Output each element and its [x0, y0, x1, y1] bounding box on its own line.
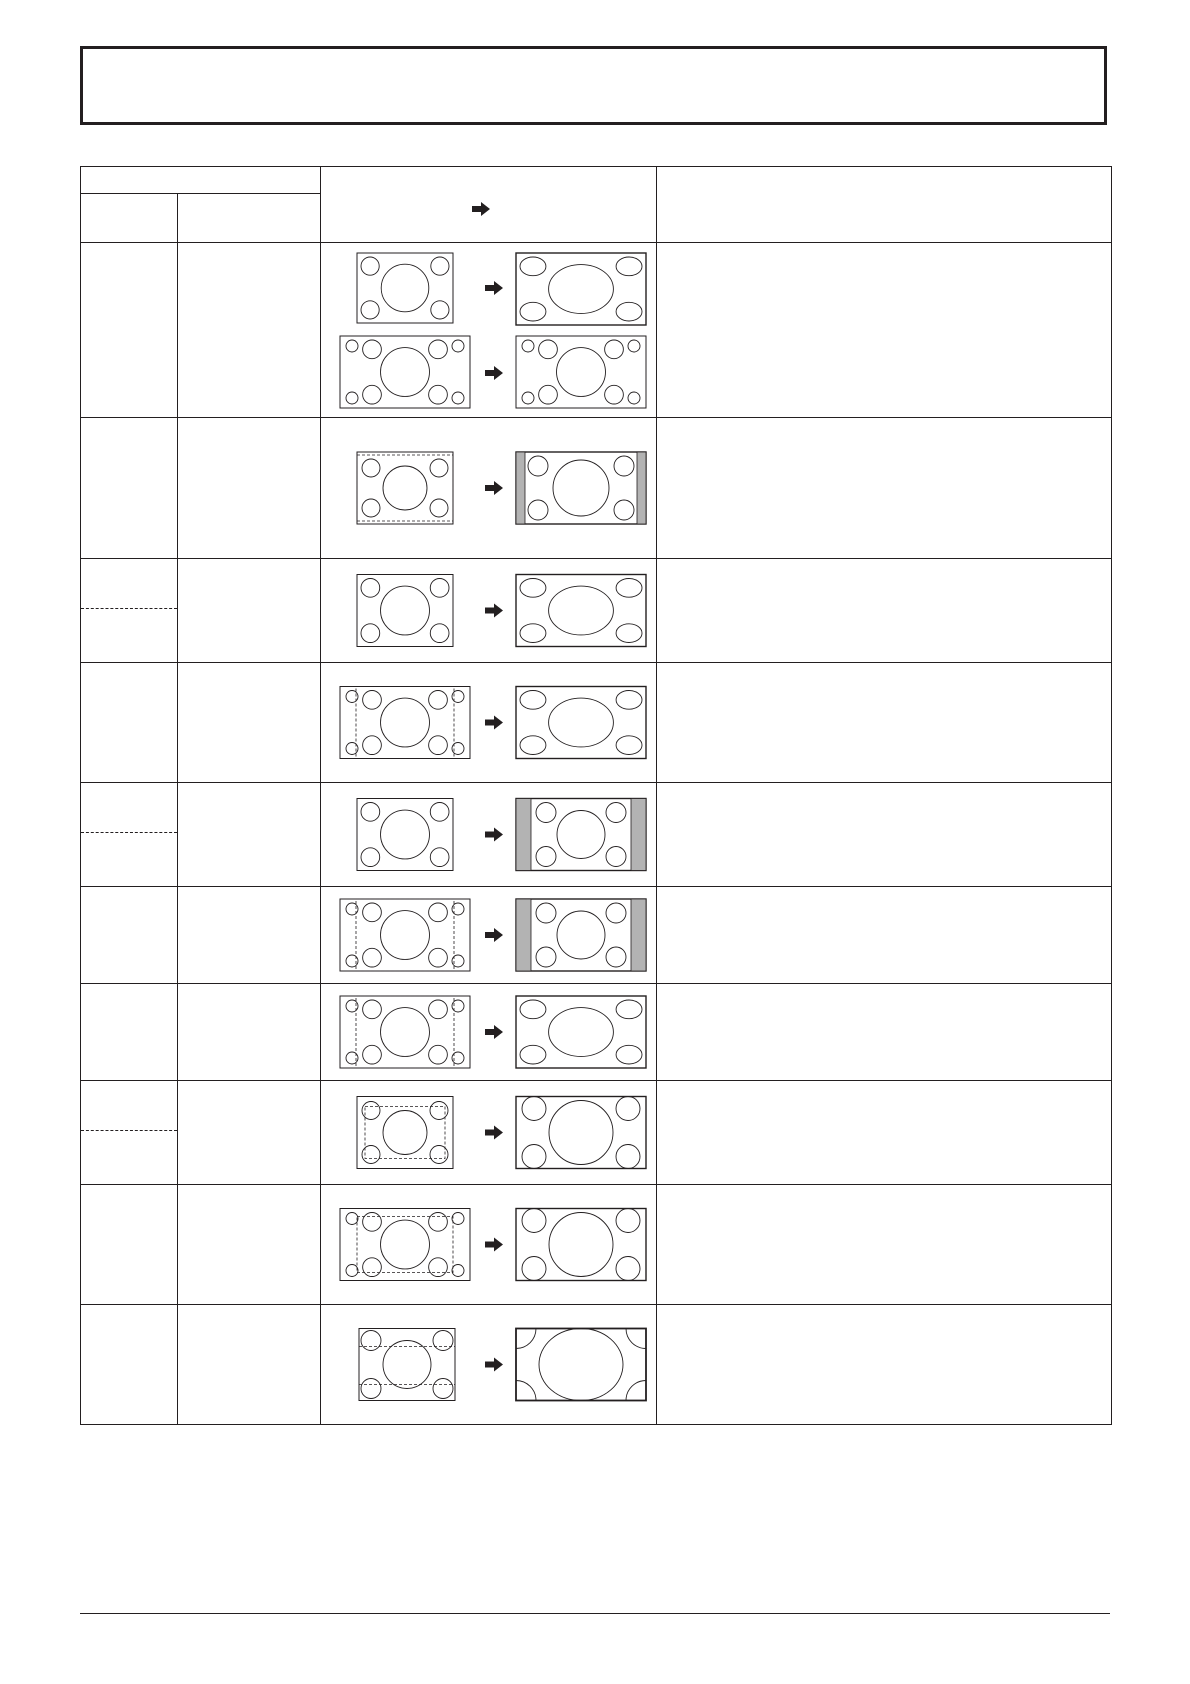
mode-a-label — [81, 1305, 177, 1424]
mode-a-cell — [81, 1305, 178, 1425]
mode-a-cell — [81, 663, 178, 783]
mode-a-cell — [81, 783, 178, 887]
mode-b-cell — [178, 418, 321, 559]
description-text — [657, 418, 1111, 430]
description-text — [657, 1081, 1111, 1093]
mode-b-cell — [178, 1305, 321, 1425]
mode-a-label — [81, 984, 177, 1080]
picture-diagram-cell — [321, 984, 657, 1081]
description-text — [657, 243, 1111, 255]
table-row — [81, 887, 1112, 984]
arrow-right-icon — [485, 1126, 503, 1140]
arrow-right-icon — [485, 366, 503, 380]
description-cell — [657, 1305, 1112, 1425]
mode-b-label — [178, 887, 320, 899]
header-picture — [321, 167, 657, 243]
mode-b-cell — [178, 1081, 321, 1185]
mode-a-label — [81, 1081, 177, 1130]
description-cell — [657, 984, 1112, 1081]
description-cell — [657, 418, 1112, 559]
mode-a-label — [81, 418, 177, 558]
mode-a2-label — [81, 832, 177, 845]
mode-a-cell — [81, 984, 178, 1081]
arrow-right-icon — [485, 1238, 503, 1252]
description-cell — [657, 1081, 1112, 1185]
mode-b-label — [178, 1185, 320, 1197]
description-text — [657, 984, 1111, 996]
table-row — [81, 1185, 1112, 1305]
description-text — [657, 559, 1111, 571]
description-text — [657, 1305, 1111, 1317]
aspect-diagram-stretch-ovals — [321, 559, 657, 662]
mode-a2-label — [81, 608, 177, 621]
arrow-right-icon — [485, 281, 503, 295]
mode-a-cell — [81, 559, 178, 663]
mode-a-label — [81, 243, 177, 417]
picture-diagram-cell — [321, 783, 657, 887]
arrow-right-icon — [485, 604, 503, 618]
aspect-diagram-crop-sides-sidebars — [321, 887, 657, 983]
mode-b-cell — [178, 663, 321, 783]
aspect-diagram-rows-4x3-and-wide — [321, 243, 657, 417]
description-cell — [657, 243, 1112, 418]
mode-b-label — [178, 984, 320, 996]
description-cell — [657, 1185, 1112, 1305]
mode-a2-label — [81, 1130, 177, 1143]
mode-b-label — [178, 559, 320, 571]
mode-a-label — [81, 783, 177, 832]
mode-a-cell — [81, 1185, 178, 1305]
table-row — [81, 418, 1112, 559]
arrow-right-icon — [485, 828, 503, 842]
mode-b-label — [178, 663, 320, 675]
aspect-diagram-crop-sides-wide-oval — [321, 984, 657, 1080]
aspect-mode-table — [80, 166, 1112, 1425]
arrow-right-icon — [485, 1025, 503, 1039]
mode-a-cell — [81, 887, 178, 984]
aspect-diagram-crop-sides-ovals — [321, 663, 657, 782]
mode-b-cell — [178, 559, 321, 663]
header-mode-a — [81, 194, 178, 243]
mode-a-label — [81, 663, 177, 782]
picture-diagram-cell — [321, 663, 657, 783]
table-row — [81, 1081, 1112, 1185]
mode-b-label — [178, 418, 320, 430]
table-row — [81, 984, 1112, 1081]
description-cell — [657, 783, 1112, 887]
mode-a-label — [81, 559, 177, 608]
arrow-right-icon — [471, 201, 491, 217]
aspect-diagram-pillarbox-gray — [321, 418, 657, 558]
description-cell — [657, 887, 1112, 984]
table-row — [81, 1305, 1112, 1425]
description-cell — [657, 663, 1112, 783]
mode-a-label — [81, 1185, 177, 1304]
picture-diagram-cell — [321, 887, 657, 984]
mode-b-cell — [178, 984, 321, 1081]
picture-diagram-cell — [321, 1305, 657, 1425]
table-row — [81, 783, 1112, 887]
aspect-diagram-sidebars-gray — [321, 783, 657, 886]
mode-b-cell — [178, 783, 321, 887]
arrow-right-icon — [485, 1358, 503, 1372]
description-text — [657, 783, 1111, 795]
arrow-right-icon — [485, 481, 503, 495]
mode-a-cell — [81, 1081, 178, 1185]
description-text — [657, 887, 1111, 899]
mode-a-label — [81, 887, 177, 983]
description-text — [657, 1185, 1111, 1197]
header-description — [657, 167, 1112, 243]
header-mode-group — [81, 167, 321, 194]
picture-diagram-cell — [321, 559, 657, 663]
aspect-diagram-full-zoom-arcs — [321, 1305, 657, 1424]
mode-b-cell — [178, 1185, 321, 1305]
arrow-right-icon — [485, 716, 503, 730]
table-row — [81, 243, 1112, 418]
table-row — [81, 663, 1112, 783]
description-cell — [657, 559, 1112, 663]
picture-diagram-cell — [321, 1081, 657, 1185]
arrow-right-icon — [485, 928, 503, 942]
aspect-diagram-zoom-top-bottom — [321, 1081, 657, 1184]
mode-b-label — [178, 1305, 320, 1317]
mode-b-cell — [178, 887, 321, 984]
aspect-diagram-zoom-all-sides — [321, 1185, 657, 1304]
picture-diagram-cell — [321, 1185, 657, 1305]
picture-diagram-cell — [321, 418, 657, 559]
mode-b-label — [178, 783, 320, 795]
mode-a-cell — [81, 243, 178, 418]
page-title-box — [80, 46, 1107, 125]
mode-b-label — [178, 1081, 320, 1093]
mode-b-label — [178, 243, 320, 255]
picture-diagram-cell — [321, 243, 657, 418]
header-mode-b — [178, 194, 321, 243]
footer-rule — [80, 1613, 1110, 1614]
mode-b-cell — [178, 243, 321, 418]
description-text — [657, 663, 1111, 675]
table-row — [81, 559, 1112, 663]
mode-a-cell — [81, 418, 178, 559]
